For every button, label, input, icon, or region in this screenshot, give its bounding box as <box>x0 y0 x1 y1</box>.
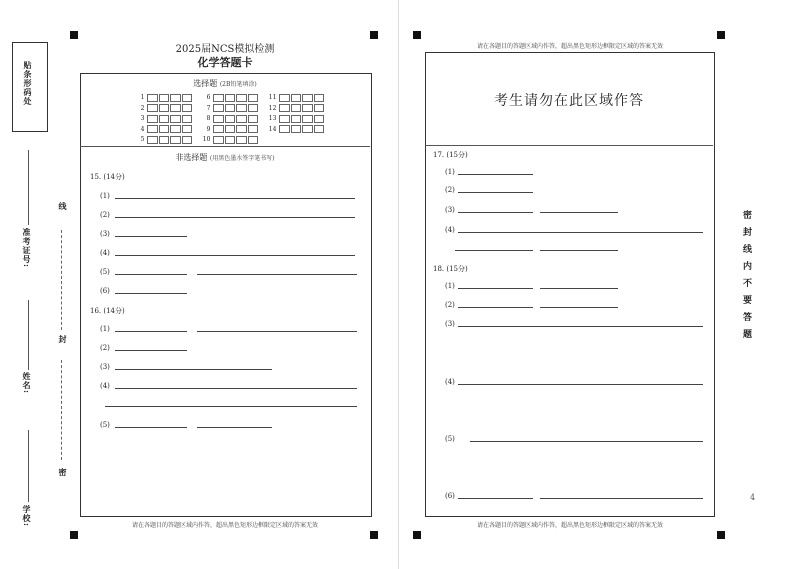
mc-bubble[interactable] <box>248 94 258 102</box>
registration-mark <box>717 531 725 539</box>
right-header-note: 请在各题目的答题区域内作答，超出黑色矩形边框限定区域的答案无效 <box>476 43 663 50</box>
q15-answer-line[interactable] <box>115 217 355 218</box>
mc-bubble[interactable] <box>182 136 192 144</box>
mc-number: 5 <box>140 136 145 143</box>
mc-bubble[interactable] <box>159 94 169 102</box>
mc-bubble[interactable] <box>213 125 223 133</box>
seal-warning: 密封线内不要答题 <box>741 210 751 346</box>
q15-answer-line[interactable] <box>115 274 187 275</box>
left-footer-note: 请在各题目的答题区域内作答，超出黑色矩形边框限定区域的答案无效 <box>131 522 318 529</box>
mc-title: 选择题 <box>193 79 218 88</box>
mc-question <box>202 115 258 123</box>
mc-bubble[interactable] <box>314 115 324 123</box>
q15-answer-line[interactable] <box>115 198 355 199</box>
mc-bubble[interactable] <box>159 115 169 123</box>
registration-mark <box>717 31 725 39</box>
mc-bubble[interactable] <box>236 125 246 133</box>
mc-bubble[interactable] <box>182 94 192 102</box>
q15-answer-line[interactable] <box>197 274 357 275</box>
q18-part: (4) <box>445 378 455 386</box>
mc-bubble[interactable] <box>291 115 301 123</box>
mc-note: (2B铅笔填涂) <box>219 81 257 88</box>
q18-answer-line[interactable] <box>458 307 533 308</box>
exam-id-field[interactable] <box>28 150 29 225</box>
mc-bubble[interactable] <box>170 115 180 123</box>
mc-bubble[interactable] <box>302 104 312 112</box>
mc-bubble[interactable] <box>291 94 301 102</box>
mc-bubble[interactable] <box>248 125 258 133</box>
mc-row <box>136 93 326 102</box>
mc-bubble[interactable] <box>302 94 312 102</box>
nonmc-note: (用黑色墨水签字笔书写) <box>209 155 275 162</box>
mc-bubble[interactable] <box>225 94 235 102</box>
q16-answer-line[interactable] <box>115 427 187 428</box>
mc-row <box>136 114 326 123</box>
q18-part: (6) <box>445 492 455 500</box>
no-answer-zone-text: 考生请勿在此区域作答 <box>494 93 644 109</box>
mc-bubble[interactable] <box>147 104 157 112</box>
q17-part: (2) <box>445 186 455 194</box>
q16-answer-line[interactable] <box>197 427 272 428</box>
mc-question <box>268 115 324 123</box>
mc-bubble[interactable] <box>147 125 157 133</box>
mc-bubble[interactable] <box>279 94 289 102</box>
mc-bubble[interactable] <box>170 94 180 102</box>
mc-number: 3 <box>140 115 145 122</box>
registration-mark <box>70 531 78 539</box>
registration-mark <box>70 31 78 39</box>
mc-bubble[interactable] <box>291 125 301 133</box>
mc-bubble[interactable] <box>147 136 157 144</box>
seal-divider <box>61 360 62 460</box>
school-label: 学校: <box>22 505 32 527</box>
mc-bubble[interactable] <box>314 125 324 133</box>
registration-mark <box>370 31 378 39</box>
mc-bubble[interactable] <box>279 104 289 112</box>
q15-part: (1) <box>100 192 110 200</box>
mc-bubble[interactable] <box>314 94 324 102</box>
mc-number: 12 <box>268 104 277 112</box>
q17-answer-line[interactable] <box>540 250 618 251</box>
exam-id-label: 准考证号: <box>22 228 32 268</box>
q15-part: (6) <box>100 287 110 295</box>
q16-part: (5) <box>100 421 110 429</box>
registration-mark <box>413 531 421 539</box>
mc-bubble[interactable] <box>213 94 223 102</box>
mc-bubble[interactable] <box>159 104 169 112</box>
mc-number: 9 <box>206 125 211 133</box>
name-label: 姓名: <box>22 372 32 394</box>
mc-bubble[interactable] <box>170 136 180 144</box>
mc-bubble[interactable] <box>213 104 223 112</box>
q16-answer-line[interactable] <box>115 369 272 370</box>
q17-answer-line[interactable] <box>458 212 533 213</box>
mc-number: 10 <box>202 136 211 143</box>
q16-part: (4) <box>100 382 110 390</box>
right-footer-note: 请在各题目的答题区域内作答，超出黑色矩形边框限定区域的答案无效 <box>476 522 663 529</box>
q16-answer-line[interactable] <box>115 388 357 389</box>
q16-answer-line[interactable] <box>197 331 357 332</box>
barcode-box <box>12 42 48 132</box>
mc-row <box>136 104 326 113</box>
section-divider <box>80 146 370 147</box>
mc-question <box>268 94 324 102</box>
q18-answer-line[interactable] <box>540 307 618 308</box>
mc-bubble[interactable] <box>147 94 157 102</box>
mc-question <box>136 104 192 112</box>
exam-title: 2025届NCS模拟检测 <box>175 44 275 55</box>
mc-question <box>136 125 192 133</box>
mc-number: 4 <box>140 125 145 133</box>
mc-number: 7 <box>206 104 211 112</box>
nonmc-header <box>80 152 370 163</box>
q17-part: (4) <box>445 226 455 234</box>
mc-bubble[interactable] <box>291 104 301 112</box>
q18-answer-line[interactable] <box>458 384 703 385</box>
q18-answer-line[interactable] <box>458 288 533 289</box>
mc-bubble[interactable] <box>182 125 192 133</box>
mc-number: 14 <box>268 125 277 133</box>
q16-answer-line[interactable] <box>115 331 187 332</box>
q15-part: (5) <box>100 268 110 276</box>
q17-answer-line[interactable] <box>455 250 533 251</box>
q16-answer-line[interactable] <box>115 350 187 351</box>
q16-answer-line[interactable] <box>105 406 357 407</box>
answer-frame-right <box>425 52 715 517</box>
mc-row <box>136 135 326 144</box>
q18-part: (2) <box>445 301 455 309</box>
mc-bubble[interactable] <box>159 125 169 133</box>
q16-label: 16. (14分) <box>90 307 125 315</box>
mc-question <box>202 125 258 133</box>
mc-bubble[interactable] <box>170 104 180 112</box>
q18-answer-line[interactable] <box>540 288 618 289</box>
mc-bubble[interactable] <box>279 125 289 133</box>
mc-bubble[interactable] <box>170 125 180 133</box>
card-subtitle: 化学答题卡 <box>197 56 253 69</box>
mc-question <box>268 104 324 112</box>
q15-answer-line[interactable] <box>115 236 187 237</box>
name-field[interactable] <box>28 300 29 370</box>
registration-mark <box>370 531 378 539</box>
q17-part: (3) <box>445 206 455 214</box>
q18-answer-line[interactable] <box>540 498 703 499</box>
q18-answer-line[interactable] <box>458 326 703 327</box>
mc-question <box>268 125 324 133</box>
mc-bubble[interactable] <box>248 136 258 144</box>
mc-bubble[interactable] <box>248 115 258 123</box>
q18-part: (1) <box>445 282 455 290</box>
mc-bubble[interactable] <box>236 104 246 112</box>
page-number: 4 <box>750 493 756 502</box>
q18-part: (3) <box>445 320 455 328</box>
q18-part: (5) <box>445 435 455 443</box>
q16-part: (2) <box>100 344 110 352</box>
mc-question <box>136 94 192 102</box>
mc-bubble[interactable] <box>159 136 169 144</box>
mc-bubble[interactable] <box>279 115 289 123</box>
mc-question <box>136 115 192 123</box>
mc-grid <box>136 93 326 146</box>
seal-seal-char: 封 <box>58 335 68 344</box>
mc-bubble[interactable] <box>225 115 235 123</box>
q17-answer-line[interactable] <box>540 212 618 213</box>
q18-answer-line[interactable] <box>470 441 703 442</box>
mc-bubble[interactable] <box>182 115 192 123</box>
mc-question <box>202 136 258 144</box>
seal-divider <box>61 230 62 330</box>
mc-bubble[interactable] <box>225 104 235 112</box>
mc-number: 13 <box>268 115 277 122</box>
mc-number: 8 <box>206 115 211 122</box>
mc-number: 6 <box>206 94 211 101</box>
barcode-label: 贴条形码处 <box>23 61 33 106</box>
q17-answer-line[interactable] <box>458 192 533 193</box>
mc-bubble[interactable] <box>147 115 157 123</box>
mc-bubble[interactable] <box>225 136 235 144</box>
q17-part: (1) <box>445 168 455 176</box>
q18-label: 18. (15分) <box>433 265 468 273</box>
q15-label: 15. (14分) <box>90 173 125 181</box>
mc-question <box>136 136 192 144</box>
q15-part: (4) <box>100 249 110 257</box>
q15-part: (3) <box>100 230 110 238</box>
mc-number: 1 <box>140 94 145 101</box>
q15-answer-line[interactable] <box>115 255 355 256</box>
q17-answer-line[interactable] <box>458 174 533 175</box>
mc-number: 11 <box>268 94 277 101</box>
q18-answer-line[interactable] <box>458 498 533 499</box>
q17-answer-line[interactable] <box>458 232 703 233</box>
seal-dense-char: 密 <box>58 468 68 477</box>
nonmc-title: 非选择题 <box>175 153 208 162</box>
mc-bubble[interactable] <box>302 125 312 133</box>
mc-bubble[interactable] <box>314 104 324 112</box>
mc-bubble[interactable] <box>213 136 223 144</box>
q16-part: (1) <box>100 325 110 333</box>
mc-bubble[interactable] <box>302 115 312 123</box>
mc-bubble[interactable] <box>236 115 246 123</box>
mc-bubble[interactable] <box>225 125 235 133</box>
section-divider <box>425 145 713 146</box>
mc-row <box>136 125 326 134</box>
q16-part: (3) <box>100 363 110 371</box>
mc-header <box>80 78 370 89</box>
mc-question <box>202 104 258 112</box>
mc-bubble[interactable] <box>236 94 246 102</box>
registration-mark <box>413 31 421 39</box>
mc-bubble[interactable] <box>248 104 258 112</box>
q15-answer-line[interactable] <box>115 293 187 294</box>
mc-question <box>202 94 258 102</box>
q17-label: 17. (15分) <box>433 151 468 159</box>
seal-line-char: 线 <box>58 202 68 211</box>
mc-number: 2 <box>140 104 145 112</box>
mc-bubble[interactable] <box>182 104 192 112</box>
mc-bubble[interactable] <box>236 136 246 144</box>
page-fold <box>398 0 399 569</box>
mc-bubble[interactable] <box>213 115 223 123</box>
q15-part: (2) <box>100 211 110 219</box>
school-field[interactable] <box>28 430 29 502</box>
